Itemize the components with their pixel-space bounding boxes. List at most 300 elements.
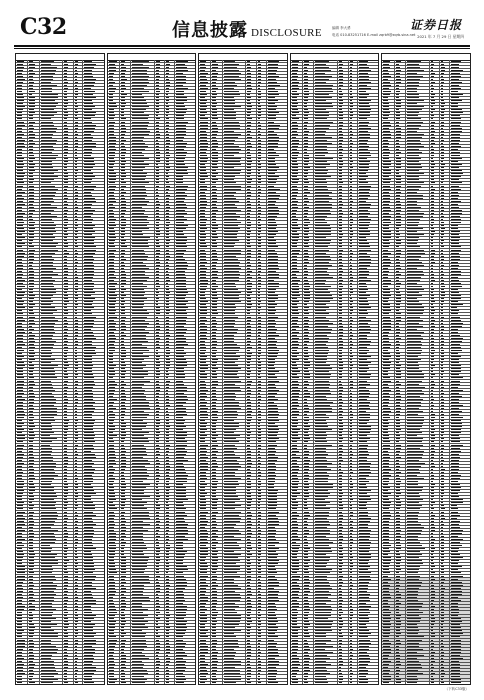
table-cell [40, 258, 64, 260]
cell-text-ink [75, 210, 78, 211]
table-cell [40, 316, 64, 318]
table-cell [28, 200, 39, 202]
table-cell [16, 346, 28, 348]
cell-text-ink [29, 353, 34, 354]
table-cell [40, 127, 64, 129]
table-cell [63, 231, 74, 233]
table-cell [40, 170, 64, 172]
table-cell [74, 151, 84, 153]
cell-text-ink [75, 125, 78, 126]
table-cell [40, 63, 64, 65]
table-cell [16, 343, 28, 345]
cell-text-ink [17, 204, 25, 205]
table-cell [63, 78, 74, 80]
table-cell [40, 304, 64, 306]
cell-text-ink [84, 73, 91, 74]
cell-text-ink [41, 158, 57, 159]
table-cell [63, 237, 74, 239]
table-cell [40, 292, 64, 294]
contact-line: 电话 010-83251716 E-mail zqrb9@zqrb.sina.net [332, 33, 415, 38]
table-cell [28, 264, 39, 266]
table-cell [16, 136, 28, 138]
cell-text-ink [75, 82, 78, 83]
table-cell [16, 142, 28, 144]
table-cell [63, 203, 74, 205]
cell-text-ink [41, 64, 51, 65]
table-cell [63, 276, 74, 278]
table-cell [63, 197, 74, 199]
table-cell [40, 158, 64, 160]
cell-text-ink [29, 268, 33, 269]
cell-text-ink [75, 323, 78, 324]
table-cell [40, 298, 64, 300]
table-cell [83, 258, 103, 260]
section-title [172, 16, 322, 42]
cell-text-ink [84, 277, 93, 278]
cell-text-ink [64, 85, 67, 86]
cell-text-ink [64, 253, 68, 254]
cell-text-ink [75, 137, 77, 138]
cell-text-ink [29, 234, 34, 235]
table-cell [74, 225, 84, 227]
cell-text-ink [17, 256, 24, 257]
cell-text-ink [41, 301, 53, 302]
cell-text-ink [75, 225, 78, 226]
cell-text-ink [64, 301, 68, 302]
table-cell [63, 264, 74, 266]
table-cell [16, 206, 28, 208]
publication-date: 2021 年 7 月 29 日 星期四 [417, 34, 464, 40]
table-cell [74, 215, 84, 217]
table-cell [63, 145, 74, 147]
cell-text-ink [84, 332, 92, 333]
table-cell [16, 164, 28, 166]
cell-text-ink [84, 259, 93, 260]
table-cell [83, 100, 103, 102]
cell-text-ink [17, 240, 22, 241]
table-cell [83, 240, 103, 242]
cell-text-ink [17, 122, 24, 123]
cell-text-ink [84, 173, 93, 174]
table-cell [40, 197, 64, 199]
cell-text-ink [41, 128, 57, 129]
table-cell [28, 279, 39, 281]
table-cell [40, 182, 64, 184]
cell-text-ink [84, 112, 95, 113]
cell-text-ink [29, 347, 34, 348]
table-cell [28, 87, 39, 89]
cell-text-ink [41, 317, 55, 318]
cell-text-ink [17, 155, 22, 156]
cell-text-ink [84, 137, 93, 138]
cell-text-ink [17, 350, 24, 351]
table-cell [16, 319, 28, 321]
cell-text-ink [29, 118, 33, 119]
table-cell [74, 304, 84, 306]
table-cell [28, 148, 39, 150]
table-cell [16, 353, 28, 355]
table-cell [40, 240, 64, 242]
cell-text-ink [17, 228, 24, 229]
table-cell [28, 356, 39, 358]
cell-text-ink [41, 152, 52, 153]
table-cell [63, 127, 74, 129]
table-cell [63, 179, 74, 181]
cell-text-ink [17, 201, 23, 202]
cell-text-ink [29, 61, 33, 62]
table-cell [74, 188, 84, 190]
table-cell [16, 334, 28, 336]
cell-text-ink [84, 176, 95, 177]
cell-text-ink [64, 167, 67, 168]
cell-text-ink [64, 286, 68, 287]
table-cell [16, 63, 28, 65]
cell-text-ink [75, 155, 77, 156]
cell-text-ink [17, 70, 23, 71]
cell-text-ink [64, 292, 67, 293]
cell-text-ink [84, 67, 94, 68]
cell-text-ink [75, 359, 77, 360]
cell-text-ink [17, 320, 25, 321]
cell-text-ink [41, 73, 56, 74]
cell-text-ink [84, 85, 94, 86]
cell-text-ink [29, 207, 34, 208]
cell-text-ink [17, 73, 22, 74]
cell-text-ink [75, 292, 77, 293]
table-cell [40, 97, 64, 99]
cell-text-ink [17, 307, 25, 308]
section-title-cn: 信息披露 [172, 16, 248, 42]
cell-text-ink [75, 207, 78, 208]
cell-text-ink [64, 313, 68, 314]
cell-text-ink [29, 204, 32, 205]
cell-text-ink [17, 140, 25, 141]
cell-text-ink [29, 173, 32, 174]
cell-text-ink [75, 253, 78, 254]
table-cell [63, 298, 74, 300]
table-cell [40, 203, 64, 205]
table-cell [16, 139, 28, 141]
table-rows [16, 60, 104, 684]
cell-text-ink [84, 310, 91, 311]
cell-text-ink [29, 283, 34, 284]
cell-text-ink [84, 204, 91, 205]
cell-text-ink [75, 152, 78, 153]
cell-text-ink [17, 253, 25, 254]
cell-text-ink [75, 176, 78, 177]
table-cell [16, 243, 28, 245]
cell-text-ink [84, 301, 93, 302]
table-cell [28, 69, 39, 71]
table-cell [63, 307, 74, 309]
table-cell [83, 337, 103, 339]
cell-text-ink [17, 259, 22, 260]
cell-text-ink [84, 323, 94, 324]
cell-text-ink [17, 134, 24, 135]
table-cell [83, 197, 103, 199]
cell-text-ink [84, 189, 93, 190]
cell-text-ink [75, 146, 78, 147]
cell-text-ink [84, 274, 93, 275]
table-cell [83, 273, 103, 275]
cell-text-ink [75, 186, 78, 187]
table-cell [63, 331, 74, 333]
table-cell [74, 139, 84, 141]
cell-text-ink [84, 231, 95, 232]
table-cell [16, 252, 28, 254]
cell-text-ink [17, 283, 23, 284]
table-cell [83, 228, 103, 230]
table-cell [40, 234, 64, 236]
cell-text-ink [84, 61, 91, 62]
cell-text-ink [29, 301, 33, 302]
cell-text-ink [29, 338, 34, 339]
cell-text-ink [29, 195, 33, 196]
table-cell [40, 237, 64, 239]
table-cell [16, 78, 28, 80]
table-cell [63, 301, 74, 303]
table-cell [16, 237, 28, 239]
table-cell [63, 209, 74, 211]
table-cell [63, 313, 74, 315]
table-cell [83, 154, 103, 156]
table-cell [74, 197, 84, 199]
cell-text-ink [41, 79, 54, 80]
header-rule-thick [14, 45, 470, 47]
table-cell [16, 264, 28, 266]
table-cell [63, 292, 74, 294]
cell-text-ink [17, 176, 24, 177]
cell-text-ink [29, 246, 33, 247]
table-cell [16, 167, 28, 169]
table-cell [28, 340, 39, 342]
table-cell [40, 212, 64, 214]
table-cell [83, 346, 103, 348]
cell-text-ink [41, 103, 58, 104]
table-cell [74, 66, 84, 68]
cell-text-ink [75, 298, 78, 299]
table-cell [74, 185, 84, 187]
table-cell [40, 84, 64, 86]
table-cell [63, 349, 74, 351]
cell-text-ink [41, 347, 53, 348]
cell-text-ink [17, 286, 25, 287]
cell-text-ink [29, 274, 34, 275]
table-cell [83, 359, 103, 361]
table-cell [83, 185, 103, 187]
cell-text-ink [64, 173, 68, 174]
cell-text-ink [17, 91, 22, 92]
table-cell [16, 322, 28, 324]
cell-text-ink [17, 164, 24, 165]
table-cell [40, 328, 64, 330]
table-cell [63, 310, 74, 312]
table-cell [74, 154, 84, 156]
cell-text-ink [64, 326, 66, 327]
table-cell [16, 337, 28, 339]
table-cell [63, 200, 74, 202]
cell-text-ink [64, 134, 67, 135]
cell-text-ink [84, 140, 91, 141]
table-cell [74, 130, 84, 132]
table-cell [16, 292, 28, 294]
table-cell [28, 176, 39, 178]
cell-text-ink [84, 219, 92, 220]
cell-text-ink [41, 353, 52, 354]
table-cell [74, 234, 84, 236]
cell-text-ink [64, 176, 67, 177]
cell-text-ink [29, 128, 34, 129]
cell-text-ink [17, 243, 25, 244]
table-cell [63, 215, 74, 217]
cell-text-ink [41, 298, 52, 299]
table-cell [83, 252, 103, 254]
cell-text-ink [64, 164, 66, 165]
cell-text-ink [29, 271, 33, 272]
cell-text-ink [17, 85, 22, 86]
cell-text-ink [64, 158, 68, 159]
table-cell [28, 334, 39, 336]
table-cell [28, 353, 39, 355]
table-cell [74, 340, 84, 342]
table-cell [63, 328, 74, 330]
cell-text-ink [84, 253, 95, 254]
table-cell [40, 133, 64, 135]
cell-text-ink [41, 112, 58, 113]
table-cell [83, 148, 103, 150]
table-cell [74, 343, 84, 345]
cell-text-ink [17, 192, 25, 193]
table-cell [28, 292, 39, 294]
cell-text-ink [29, 198, 34, 199]
table-cell [74, 212, 84, 214]
table-cell [74, 100, 84, 102]
cell-text-ink [84, 317, 96, 318]
cell-text-ink [64, 137, 68, 138]
table-cell [63, 267, 74, 269]
cell-text-ink [75, 131, 78, 132]
cell-text-ink [84, 295, 91, 296]
cell-text-ink [41, 85, 57, 86]
table-cell [74, 313, 84, 315]
table-cell [16, 231, 28, 233]
cell-text-ink [17, 332, 25, 333]
cell-text-ink [64, 222, 68, 223]
table-cell [74, 261, 84, 263]
cell-text-ink [29, 88, 33, 89]
cell-text-ink [17, 149, 22, 150]
table-cell [83, 127, 103, 129]
cell-text-ink [84, 79, 96, 80]
table-cell [40, 94, 64, 96]
table-cell [74, 316, 84, 318]
cell-text-ink [84, 237, 95, 238]
cell-text-ink [17, 170, 23, 171]
table-cell [83, 328, 103, 330]
cell-text-ink [29, 298, 34, 299]
table-cell [83, 161, 103, 163]
table-cell [28, 100, 39, 102]
cell-text-ink [29, 359, 34, 360]
cell-text-ink [75, 289, 78, 290]
table-cell [63, 136, 74, 138]
cell-text-ink [29, 289, 33, 290]
cell-text-ink [84, 186, 96, 187]
cell-text-ink [41, 320, 58, 321]
cell-text-ink [84, 128, 94, 129]
table-cell [16, 349, 28, 351]
table-cell [63, 75, 74, 77]
cell-text-ink [29, 240, 32, 241]
table-cell [63, 252, 74, 254]
cell-text-ink [75, 97, 77, 98]
table-cell [83, 261, 103, 263]
table-cell [16, 182, 28, 184]
table-cell [16, 112, 28, 114]
table-cell [83, 121, 103, 123]
table-cell [28, 258, 39, 260]
table-cell [83, 237, 103, 239]
cell-text-ink [84, 91, 95, 92]
cell-text-ink [29, 277, 34, 278]
cell-text-ink [17, 237, 25, 238]
cell-text-ink [84, 158, 94, 159]
cell-text-ink [75, 356, 78, 357]
table-cell [16, 362, 28, 364]
table-cell [74, 182, 84, 184]
cell-text-ink [17, 344, 25, 345]
table-cell [28, 221, 39, 223]
cell-text-ink [41, 198, 53, 199]
table-cell [28, 301, 39, 303]
cell-text-ink [29, 313, 34, 314]
table-cell [40, 100, 64, 102]
table-cell [74, 78, 84, 80]
cell-text-ink [75, 256, 78, 257]
cell-text-ink [84, 292, 94, 293]
cell-text-ink [64, 125, 67, 126]
table-cell [63, 87, 74, 89]
cell-text-ink [29, 167, 34, 168]
cell-text-ink [84, 125, 96, 126]
table-cell [16, 240, 28, 242]
cell-text-ink [41, 283, 53, 284]
cell-text-ink [29, 76, 32, 77]
cell-text-ink [75, 237, 78, 238]
cell-text-ink [64, 265, 66, 266]
table-cell [83, 349, 103, 351]
cell-text-ink [64, 350, 68, 351]
table-cell [63, 212, 74, 214]
cell-text-ink [75, 149, 77, 150]
table-cell [28, 133, 39, 135]
table-cell [28, 203, 39, 205]
cell-text-ink [29, 161, 33, 162]
cell-text-ink [84, 353, 95, 354]
cell-text-ink [75, 204, 77, 205]
page-number: C32 [20, 14, 67, 40]
cell-text-ink [64, 274, 68, 275]
table-cell [16, 145, 28, 147]
cell-text-ink [64, 243, 68, 244]
table-cell [28, 194, 39, 196]
cell-text-ink [41, 329, 55, 330]
cell-text-ink [41, 82, 51, 83]
table-cell [74, 161, 84, 163]
table-cell [28, 179, 39, 181]
cell-text-ink [41, 344, 54, 345]
table-cell [16, 298, 28, 300]
